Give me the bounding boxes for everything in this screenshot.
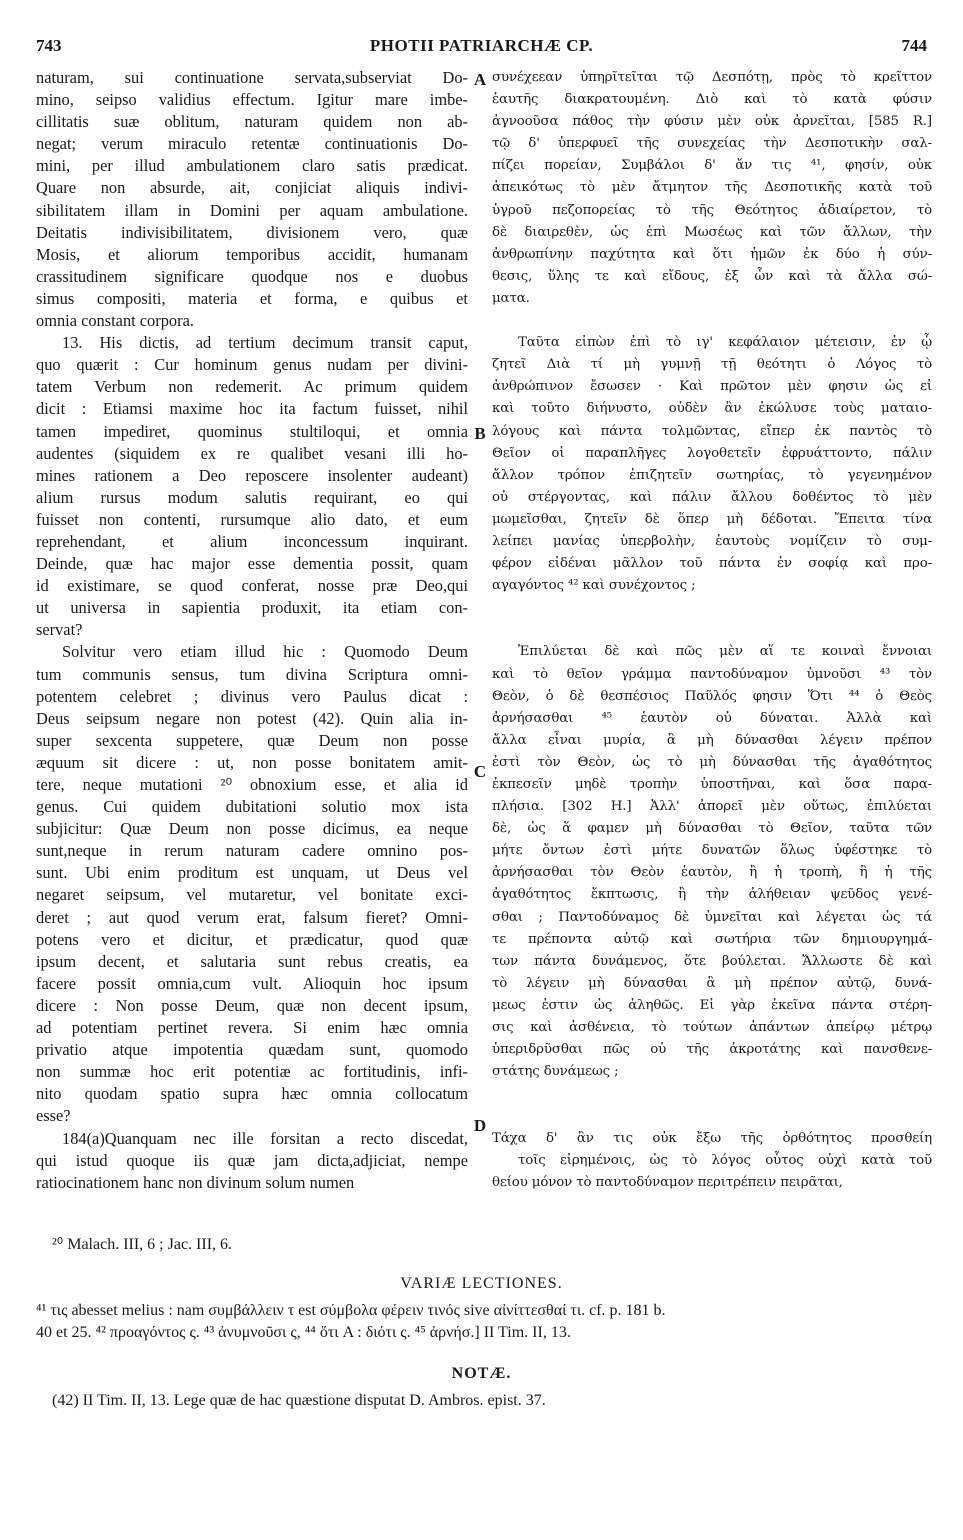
running-title: PHOTII PATRIARCHÆ CP.: [369, 36, 594, 55]
greek-line: πίζει πορείαν, Συμβάλοι δ' ἄν τις ⁴¹, φησίν, οὐκ: [492, 158, 932, 174]
latin-footnote: ²⁰ Malach. III, 6 ; Jac. III, 6.: [52, 1236, 233, 1253]
greek-line: πλήσια. [302 H.] Ἀλλ' ἀπορεῖ μὲν οὕτως, ἐπιλύεται: [492, 799, 932, 815]
latin-line: Solvitur vero etiam illud hic : Quomodo Deum: [62, 642, 468, 662]
latin-line: servat?: [36, 620, 83, 640]
latin-line: simus compositi, materia et forma, e quibus et: [36, 288, 468, 308]
greek-line: ἀπεικότως τὸ μὲν ἄτμητον τῆς Δεσποτικῆς κατὰ τοῦ: [492, 180, 932, 196]
latin-line: naturam, sui continuatione servata,subserviat Do-: [36, 68, 468, 87]
latin-line: sunt,neque in rerum naturam cadere omnino pos-: [36, 841, 468, 861]
greek-line: θεσις, ὕλης τε καὶ εἴδους, ἐξ ὧν καὶ τὰ ἄλλα σώ-: [492, 268, 932, 284]
section-marker-b: B: [474, 424, 486, 443]
latin-line: mines rationem a Deo reposcere insolenter audeant): [36, 465, 468, 485]
greek-line: Ἐπιλύεται δὲ καὶ πῶς μὲν αἵ τε κοιναὶ ἔννοιαι: [518, 644, 932, 660]
latin-line: negaret seipsum, vel mutaretur, vel bonitate exci-: [36, 885, 468, 905]
greek-line: τε πρέποντα αὐτῷ καὶ σωτήρια τῶν δημιουργημά-: [492, 931, 932, 947]
greek-line: οὐ στέργοντας, καὶ πάλιν ἄλλου δοθέντος τὸ μὲν: [492, 489, 932, 505]
latin-line: mino, seipso validius effectum. Igitur mare imbe-: [36, 90, 468, 110]
greek-line: ἀγνοοῦσα πάθος τὴν φύσιν μὲν οὐκ ἀρνεῖται, [585 R.]: [492, 114, 932, 130]
latin-line: id existimare, se quod conferat, nosse præ Deo,qui: [36, 576, 468, 596]
greek-line: αγαγόντος ⁴² καὶ συνέχοντος ;: [492, 578, 696, 594]
latin-line: non summæ hoc erit potentiæ ac fortitudinis, infi-: [36, 1062, 468, 1082]
latin-line: 13. His dictis, ad tertium decimum transit caput,: [62, 333, 468, 353]
greek-line: [492, 310, 932, 332]
greek-line: [492, 1083, 932, 1105]
notae-text: (42) II Tim. II, 13. Lege quæ de hac quæstione disputat D. Ambros. epist. 37.: [52, 1392, 546, 1409]
greek-line: Ταῦτα εἰπὼν ἐπὶ τὸ ιγ' κεφάλαιον μέτεισιν, ἐν ᾧ: [518, 335, 932, 351]
latin-line: tere, neque mutationi ²⁰ obnoxium esse, et alia id: [36, 775, 468, 794]
greek-line: ματα.: [492, 290, 530, 306]
latin-line: ad potentiam pertinet revera. Si enim hæc omnia: [36, 1018, 468, 1038]
greek-line: [492, 597, 932, 619]
latin-column: [36, 67, 468, 1194]
varia-line: ⁴¹ τις abesset melius : nam συμβάλλειν τ est σύμβολα φέρειν τινός sive αἰνίττεσθαί τι. cf. p. 181 b.: [36, 1302, 666, 1319]
greek-line: φέρον εἰδέναι μᾶλλον τοῦ πάντα ἐν σοφίᾳ καὶ προ-: [492, 556, 932, 572]
greek-line: ἑαυτῆς διακρατουμένη. Διὸ καὶ τὸ κατὰ φύσιν: [492, 92, 932, 108]
varia-line: 40 et 25. ⁴² προαγόντος ς. ⁴³ ἀνυμνοῦσι ς, ⁴⁴ ὅτι A : διότι ς. ⁴⁵ ἀρνήσ.] II Tim. II, 13.: [36, 1324, 571, 1342]
greek-line: καὶ τὸ θεῖον γράμμα παντοδύναμον ὑμνοῦσι ⁴³ τὸν: [492, 666, 932, 682]
greek-line: συνέχεεαν ὑπηρῖτεῖται τῷ Δεσπότῃ, πρὸς τὸ κρεῖττον: [492, 70, 932, 85]
latin-line: privatio atque impotentia quædam sunt, quomodo: [36, 1040, 468, 1060]
greek-column: [492, 67, 932, 1194]
latin-line: tatem Verbum non redemerit. Ac primum quidem: [36, 377, 468, 397]
greek-line: στάτης δυνάμεως ;: [492, 1064, 619, 1080]
latin-line: qui istud quoque iis quæ jam dicta,adjiciat, nempe: [36, 1150, 468, 1170]
greek-line: μωμεῖσθαι, ζητεῖν δὲ ὅπερ μὴ δέδοται. Ἔπειτα τίνα: [492, 511, 932, 527]
latin-line: mini, per illud ambulationem claro satis prædicat.: [36, 156, 468, 176]
latin-line: deret ; aut quod verum erat, falsum fieret? Omni-: [36, 907, 468, 927]
latin-line: ipsum decent, et salutaria sunt rebus creatis, ea: [36, 951, 468, 971]
greek-line: [492, 1105, 932, 1127]
latin-line: genus. Cui quidem dubitationi solutio mox ista: [36, 797, 468, 817]
latin-line: ratiocinationem hanc non divinum solum numen: [36, 1172, 355, 1192]
section-marker-d: D: [473, 1116, 487, 1135]
greek-line: ζητεῖ Διὰ τί μὴ γυμνῇ τῇ θεότητι ὁ Λόγος τὸ: [492, 357, 932, 373]
greek-line: ἐκπεσεῖν μηδὲ τροπὴν ὑποστῆναι, καὶ ὅσα παρα-: [492, 777, 932, 792]
latin-line: alium rursus modum salutis requirant, eo qui: [36, 487, 468, 507]
greek-line: μήτε ὄντων ἐστὶ μήτε δυνατῶν ὅλως ὑφέστηκε τὸ: [492, 843, 932, 859]
latin-line: sunt. Ubi enim proditum est unquam, ut Deus vel: [36, 863, 468, 883]
latin-line: Deus seipsum negare non potest (42). Quin alia in-: [36, 708, 468, 728]
latin-line: dicere : Non posse Deum, quæ non decent ipsum,: [36, 995, 468, 1015]
latin-line: crassitudinem significare quodque nos e duobus: [36, 266, 468, 286]
greek-line: καὶ τοῦτο διήνυστο, οὐδὲν ἂν ἐκώλυσε τοὺς ματαιο-: [492, 401, 932, 417]
latin-line: fuisset non contenti, rursumque alio dato, et eum: [36, 509, 468, 529]
greek-line: ἀνθρώπινον ἔσωσεν · Καὶ πρῶτον μὲν φησιν ὡς εἰ: [492, 379, 932, 395]
section-marker-a: A: [473, 70, 487, 89]
latin-line: esse?: [36, 1106, 71, 1126]
greek-line: τοῖς εἰρημένοις, ὡς τὸ λόγος οὗτος οὐχὶ κατὰ τοῦ: [518, 1152, 932, 1168]
greek-line: Τάχα δ' ἂν τις οὐκ ἔξω τῆς ὀρθότητος προσθείη: [492, 1130, 932, 1146]
greek-line: ὑγροῦ πεζοπορείας τὸ τῆς Θεότητος ἀδιαίρετον, τὸ: [492, 202, 932, 218]
latin-line: audentes (siquidem ex re qualibet vesani illi ho-: [36, 443, 468, 463]
section-marker-c: C: [473, 762, 487, 781]
greek-line: θείου μόνον τὸ παντοδύναμον περιτρέπειν πειρᾶται,: [492, 1174, 843, 1190]
latin-line: Quare non absurde, ait, conjiciat aliquis indivi-: [36, 178, 468, 198]
latin-line: cillitatis suæ oblitum, naturam quidem non ab-: [36, 112, 468, 132]
page-header: [36, 36, 927, 58]
variae-lectiones-heading: VARIÆ LECTIONES.: [400, 1275, 563, 1292]
greek-line: σις καὶ ἀσθένεια, τὸ τούτων ἁπάντων ἀπείρῳ μέτρῳ: [492, 1020, 932, 1036]
latin-line: quo quærit : Cur hominum genus nudam per divini-: [36, 355, 468, 375]
latin-line: Deitatis indivisibilitatem, divisionem vero, quæ: [36, 222, 468, 242]
latin-line: ut universa in sapientia produxit, ita etiam con-: [36, 598, 468, 618]
latin-line: Deinde, quæ hac major esse dementia possit, quam: [36, 554, 468, 574]
greek-line: ἀγαθότητος ἔκπτωσις, ἢ τὴν ἀλήθειαν ψεῦδος γενέ-: [492, 887, 932, 903]
greek-line: ἐστὶ τὸν Θεὸν, ὡς τὸ μὴ δύνασθαι τῆς ἀγαθότητος: [492, 754, 932, 770]
greek-line: σθαι ; Παντοδύναμος δὲ ὑμνεῖται καὶ λέγεται ὡς τά: [492, 909, 932, 925]
greek-line: ἀρνήσασθαι ⁴⁵ ἑαυτὸν οὐ δύναται. Ἀλλὰ καὶ: [492, 710, 932, 726]
greek-line: τὸ λέγειν μὴ δύνασθαι ἃ μὴ πρέπον αὐτῷ, δυνά-: [492, 975, 932, 991]
latin-line: tamen impediret, quominus stultiloqui, et omnia: [36, 421, 468, 441]
greek-line: των πάντα δυνάμενος, ὅτε βούλεται. Ἄλλωστε δὲ καὶ: [492, 953, 932, 969]
latin-line: 184(a)Quanquam nec ille forsitan a recto discedat,: [62, 1128, 468, 1148]
latin-line: nito quodam spatio supra hæc omnia collocatum: [36, 1084, 468, 1104]
page-number-right: 744: [901, 36, 927, 55]
greek-line: δὲ διαιρεθὲν, ὡς ἐπὶ Μωσέως καὶ τῶν ἄλλων, τὴν: [492, 224, 932, 240]
variae-lectiones: [36, 1300, 930, 1344]
greek-line: ἄλλον τρόπον ἐπιζητεῖν σωτηρίας, τὸ γεγενημένον: [492, 467, 932, 483]
greek-line: δὲ, ὡς ἅ φαμεν μὴ δύνασθαι τὸ Θεῖον, ταῦτα τῶν: [492, 821, 932, 837]
greek-line: λόγους καὶ πάντα τολμῶντας, εἴπερ ἐκ παντὸς τὸ: [492, 423, 932, 439]
greek-line: ἀρνήσασθαι τὸν Θεὸν ἑαυτὸν, ἢ ἡ τροπὴ, ἢ ἡ τῆς: [492, 865, 932, 881]
greek-line: ὑπεριδρῦσθαι πῶς οὐ τῆς ἀκροτάτης καὶ πανσθενε-: [492, 1042, 932, 1058]
latin-line: facere possit omnia,cum vult. Alioquin hoc ipsum: [36, 973, 468, 993]
latin-line: æquum sit dicere : ut, non posse bonitatem amit-: [36, 752, 468, 772]
latin-line: omnia constant corpora.: [36, 311, 194, 331]
latin-line: reprehendant, et alium inconcessum inquirant.: [36, 531, 468, 551]
latin-line: negat; verum miraculo retentæ continuationis Do-: [36, 134, 468, 154]
greek-line: λείπει μανίας ὑπερβολὴν, ἑαυτοὺς νομίζειν τὸ συμ-: [492, 533, 932, 549]
greek-line: [492, 619, 932, 641]
greek-line: ἀνθρωπίνην παχύτητα καὶ ὅτι ἡμῶν ἐκ δύο ἡ σύν-: [492, 246, 932, 262]
greek-line: ἄλλα εἶναι μυρία, ἃ μὴ δύνασθαι λέγειν πρέπον: [492, 732, 932, 748]
latin-line: tum communis sensus, tum divina Scriptura omni-: [36, 664, 468, 684]
latin-line: dicit : Etiamsi maxime hoc ita factum fuisset, nihil: [36, 399, 468, 419]
greek-line: μεως ἐστιν ὡς ἀληθῶς. Εἰ γὰρ ἐκεῖνα πάντα στέρη-: [492, 997, 932, 1013]
greek-line: τῷ δ' ὑπερφυεῖ τῆς συνεχείας τὴν Δεσποτικὴν σαλ-: [492, 136, 932, 152]
latin-line: sibilitatem illam in Domini per aquam ambulatione.: [36, 200, 468, 220]
latin-line: potentem celebret ; divinus vero Paulus dicat :: [36, 686, 468, 706]
notae-heading: NOTÆ.: [451, 1365, 512, 1382]
latin-line: subjicitur: Quæ Deum non posse dicimus, ea neque: [36, 819, 468, 839]
greek-line: Θεὸν, ὁ δὲ θεσπέσιος Παῦλός φησιν Ὅτι ⁴⁴ ὁ Θεὸς: [492, 688, 932, 704]
latin-line: super sexcenta suppetere, quæ Deum non posse: [36, 730, 468, 750]
page-number-left: 743: [36, 36, 62, 55]
latin-line: potens vero et dicitur, et prædicatur, quod quæ: [36, 929, 468, 949]
latin-line: Mosis, et aliorum temporibus accidit, humanam: [36, 244, 468, 264]
greek-line: Θεῖον οἱ παραπλῆγες λογοθετεῖν ἐφρυάττοντο, πάλιν: [492, 445, 932, 461]
